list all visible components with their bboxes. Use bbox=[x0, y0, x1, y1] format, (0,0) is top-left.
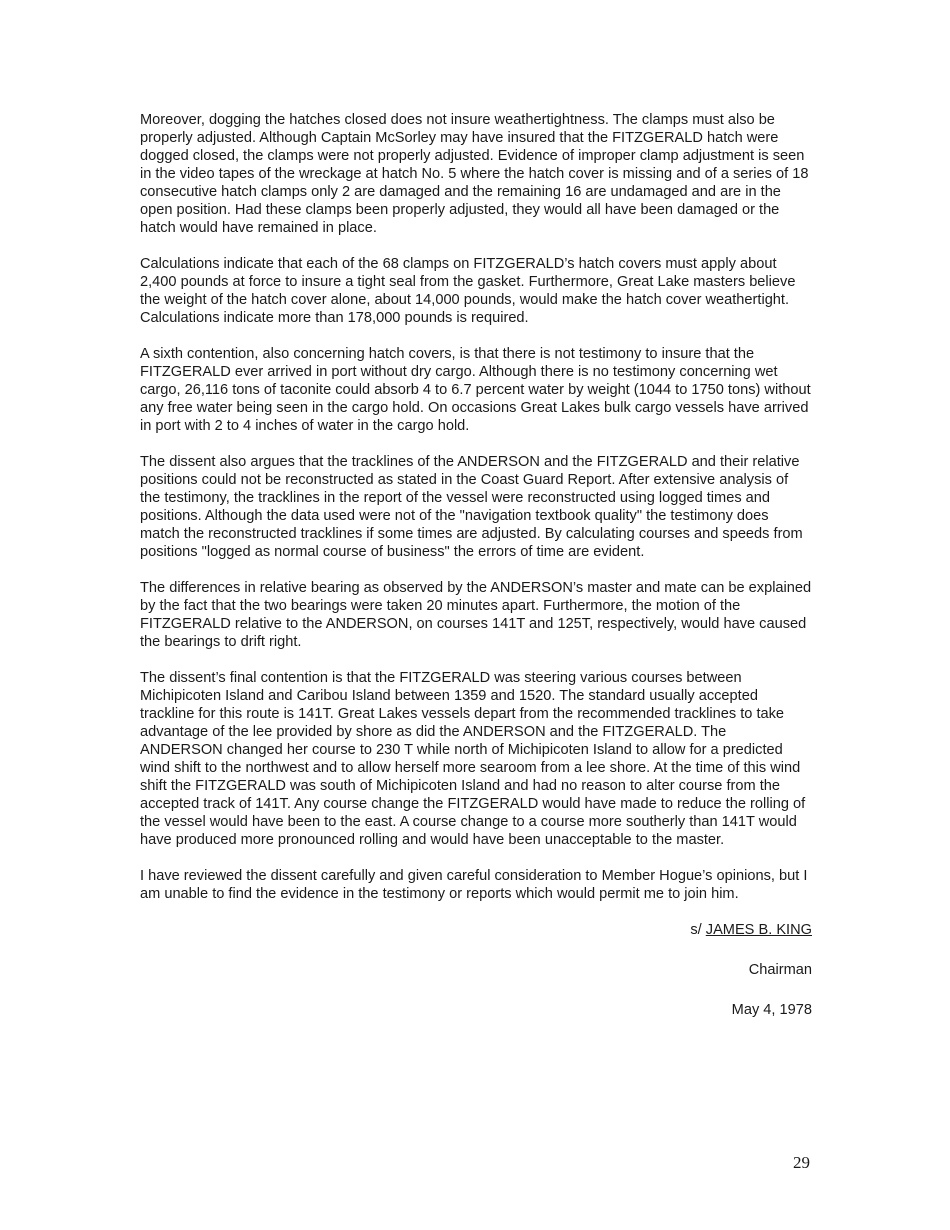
signature-prefix: s/ bbox=[690, 922, 706, 938]
paragraph-sixth-contention: A sixth contention, also concerning hatch covers, is that there is not testimony to insure that the FITZGERALD ever arrived in port without dry cargo. Although there is no testimony concerning wet cargo, 26,116 tons of taconite could absorb 4 to 6.7 percent water by weight (1044 to 1750 tons) without any free water being seen in the cargo hold. On occasions Great Lakes bulk cargo vessels have arrived in port with 2 to 4 inches of water in the cargo hold. bbox=[140, 346, 811, 434]
document-body bbox=[140, 111, 812, 1041]
paragraph-conclusion: I have reviewed the dissent carefully and given careful consideration to Member Hogue’s opinions, but I am unable to find the evidence in the testimony or reports which would permit me to join him. bbox=[140, 868, 808, 902]
paragraph-tracklines: The dissent also argues that the tracklines of the ANDERSON and the FITZGERALD and their relative positions could not be reconstructed as stated in the Coast Guard Report. After extensive analysis of the testimony, the tracklines in the report of the vessel were reconstructed using logged times and positions. Although the data used were not of the "navigation textbook quality" the testimony does match the reconstructed tracklines if some times are adjusted. By calculating courses and speeds from positions "logged as normal course of business" the errors of time are evident. bbox=[140, 454, 803, 560]
signature-date: May 4, 1978 bbox=[731, 1002, 812, 1018]
paragraph-final-contention: The dissent’s final contention is that the FITZGERALD was steering various courses between Michipicoten Island and Caribou Island between 1359 and 1520. The standard usually accepted trackline for this route is 141T. Great Lakes vessels depart from the recommended tracklines to take advantage of the lee provided by shore as did the ANDERSON and the FITZGERALD. The ANDERSON changed her course to 230 T while north of Michipicoten Island to allow for a predicted wind shift to the northwest and to allow herself more searoom from a lee shore. At the time of this wind shift the FITZGERALD was south of Michipicoten Island and had no reason to alter course from the accepted track of 141T. Any course change the FITZGERALD would have made to reduce the rolling of the vessel would have been to the east. A course change to a course more southerly than 141T would have produced more pronounced rolling and would have been unacceptable to the master. bbox=[140, 670, 806, 848]
paragraph-clamp-calculations: Calculations indicate that each of the 68 clamps on FITZGERALD’s hatch covers must apply about 2,400 pounds at force to insure a tight seal from the gasket. Furthermore, Great Lake masters believe the weight of the hatch cover alone, about 14,000 pounds, would make the hatch cover weathertight. Calculations indicate more than 178,000 pounds is required. bbox=[140, 256, 796, 326]
signature-block bbox=[140, 921, 812, 1019]
paragraph-hatch-dogging: Moreover, dogging the hatches closed does not insure weathertightness. The clamps must also be properly adjusted. Although Captain McSorley may have insured that the FITZGERALD hatch were dogged closed, the clamps were not properly adjusted. Evidence of improper clamp adjustment is seen in the video tapes of the wreckage at hatch No. 5 where the hatch cover is missing and of a series of 18 consecutive hatch clamps only 2 are damaged and the remaining 16 are undamaged and are in the open position. Had these clamps been properly adjusted, they would all have been damaged or the hatch would have remained in place. bbox=[140, 112, 809, 236]
paragraph-relative-bearing: The differences in relative bearing as observed by the ANDERSON’s master and mate can be explained by the fact that the two bearings were taken 20 minutes apart. Furthermore, the motion of the FITZGERALD relative to the ANDERSON, on courses 141T and 125T, respectively, would have caused the bearings to drift right. bbox=[140, 580, 812, 650]
signature-name: JAMES B. KING bbox=[705, 922, 812, 938]
signature-line bbox=[140, 921, 812, 939]
page-number: 29 bbox=[793, 1153, 810, 1172]
signature-title: Chairman bbox=[748, 962, 812, 978]
